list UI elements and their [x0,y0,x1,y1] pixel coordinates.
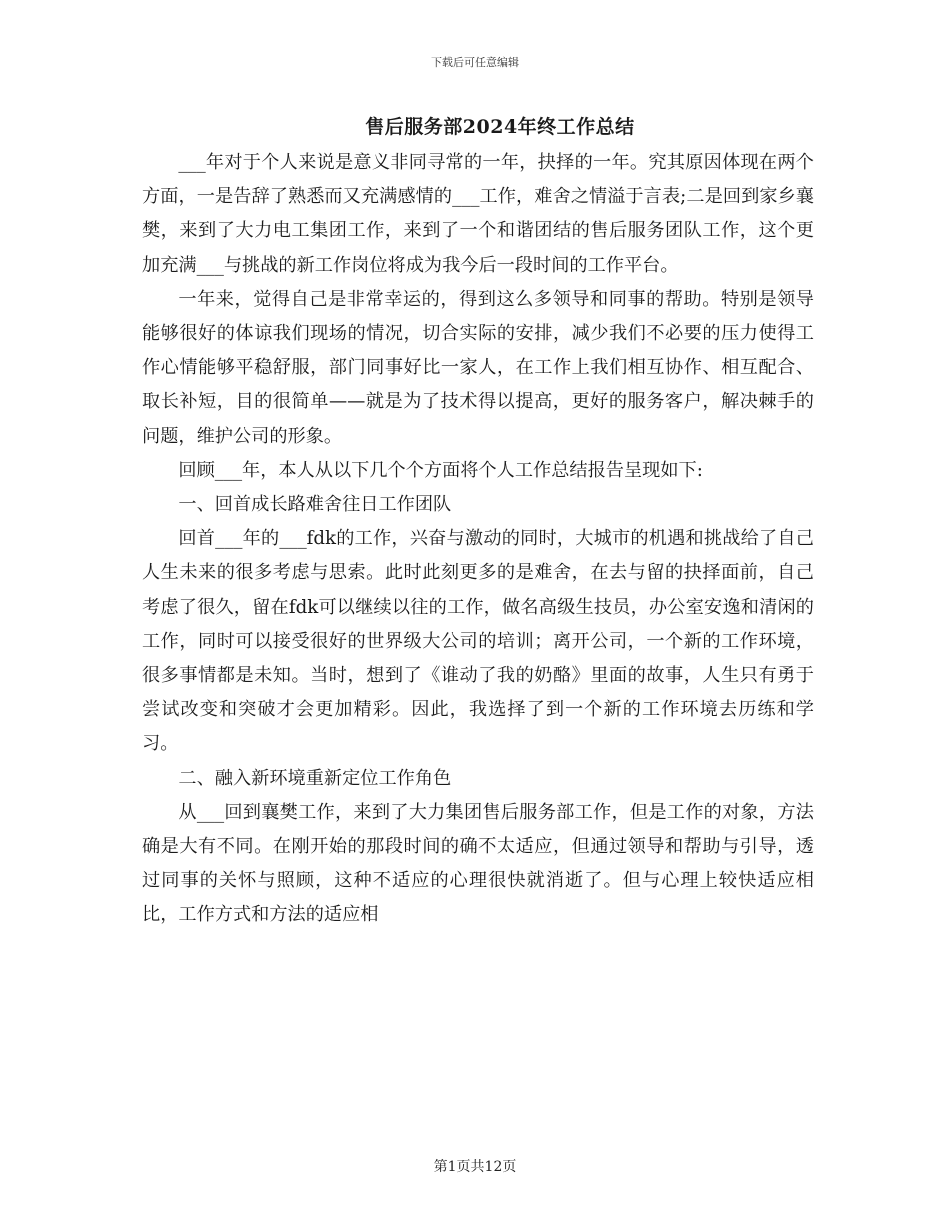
page-number: 第1页共12页 [433,1159,517,1175]
section-heading-2: 二、融入新环境重新定位工作角色 [178,767,452,789]
paragraph-section-2: 从___回到襄樊工作，来到了大力集团售后服务部工作，但是工作的对象，方法确是大有不同。在刚开始的那段时间的确不太适应，但通过领导和帮助与引导，透过同事的关怀与照顾，这种不适应的心理很快就消逝了。但与心理上较快适应相比，工作方式和方法的适应相 [142,801,814,926]
document-body [142,146,814,933]
document-title: 售后服务部2024年终工作总结 [365,116,635,138]
section-heading-1: 一、回首成长路难舍往日工作团队 [178,494,452,516]
paragraph-section-1: 回首___年的___fdk的工作，兴奋与激动的同时，大城市的机遇和挑战给了自己人生未来的很多考虑与思索。此时此刻更多的是难舍，在去与留的抉择面前，自己考虑了很久，留在fdk可以继续以往的工作，做名高级生技员，办公室安逸和清闲的工作，同时可以接受很好的世界级大公司的培训；离开公司，一个新的工作环境，很多事情都是未知。当时，想到了《谁动了我的奶酪》里面的故事，人生只有勇于尝试改变和突破才会更加精彩。因此，我选择了到一个新的工作环境去历练和学习。 [142,528,814,755]
header-note: 下载后可任意编辑 [431,56,519,69]
paragraph-review: 回顾___年，本人从以下几个个方面将个人工作总结报告呈现如下: [178,459,703,481]
paragraph-intro: ___年对于个人来说是意义非同寻常的一年，抉择的一年。究其原因体现在两个方面，一是告辞了熟悉而又充满感情的___工作，难舍之情溢于言表;二是回到家乡襄樊，来到了大力电工集团工作，来到了一个和谐团结的售后服务团队工作，这个更加充满___与挑战的新工作岗位将成为我今后一段时间的工作平台。 [142,152,814,276]
paragraph-gratitude: 一年来，觉得自己是非常幸运的，得到这么多领导和同事的帮助。特别是领导能够很好的体谅我们现场的情况，切合实际的安排，减少我们不必要的压力使得工作心情能够平稳舒服，部门同事好比一家人，在工作上我们相互协作、相互配合、取长补短，目的很简单——就是为了技术得以提高，更好的服务客户，解决棘手的问题，维护公司的形象。 [142,288,814,447]
